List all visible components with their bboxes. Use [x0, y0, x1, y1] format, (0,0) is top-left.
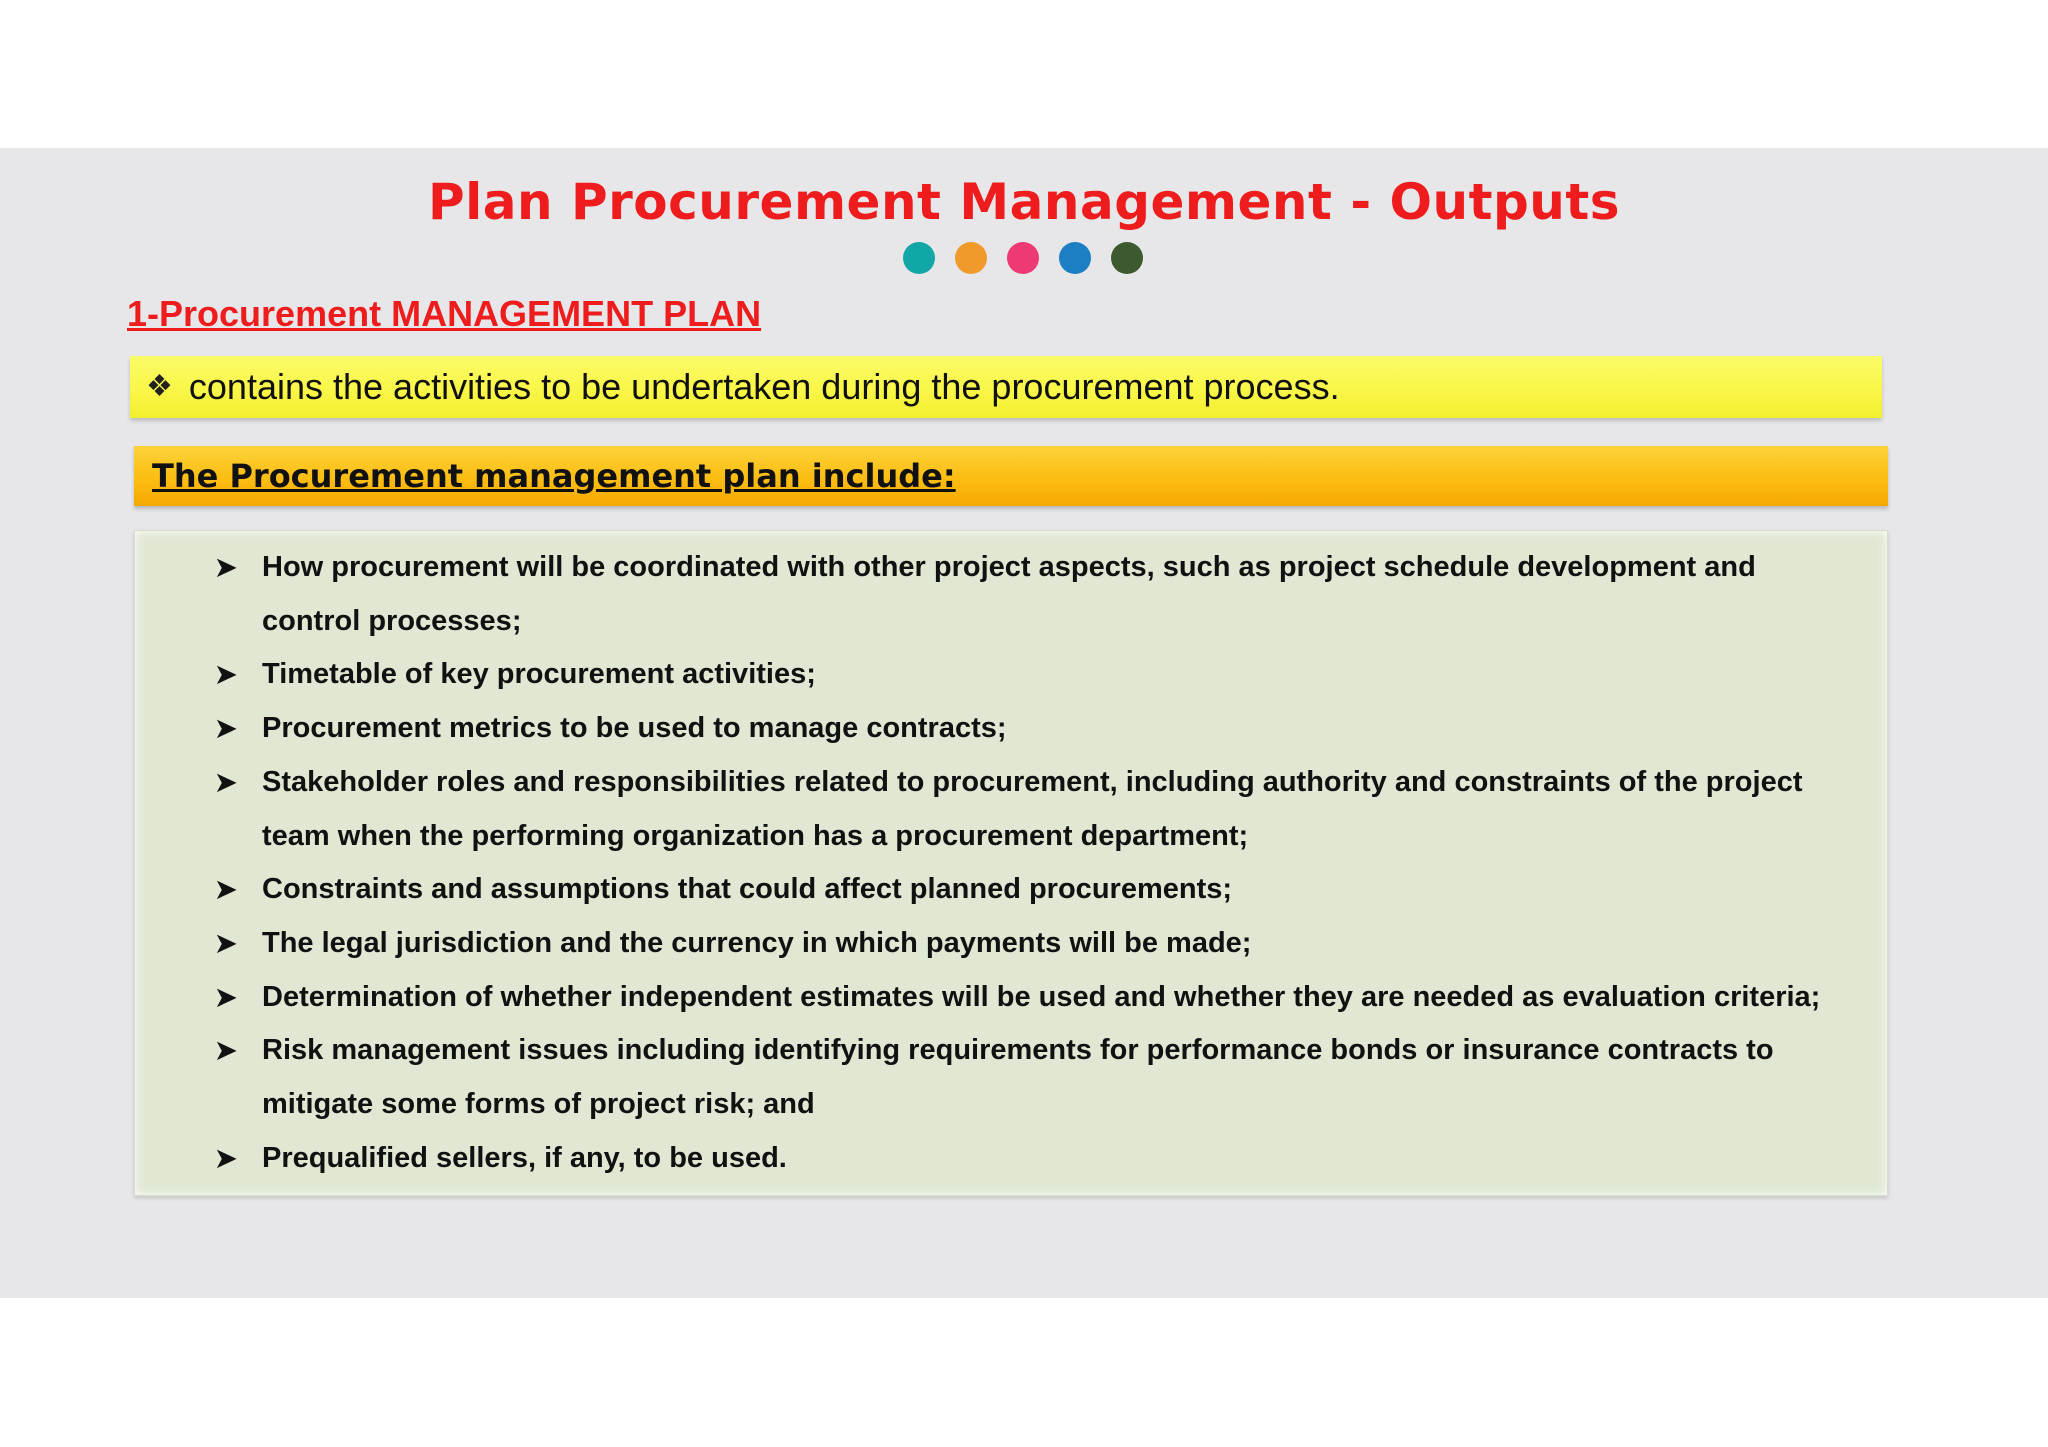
- list-item: [215, 756, 1855, 863]
- list-item-text: Stakeholder roles and responsibilities related to procurement, including authority and constraints of the project team when the performing organization has a procurement department;: [262, 765, 1803, 852]
- arrow-bullet-icon: ➤: [215, 659, 237, 690]
- list-item: [215, 863, 1855, 917]
- orange-dot: [955, 242, 987, 274]
- list-header: The Procurement management plan include:: [152, 457, 956, 495]
- plan-items-list: [215, 541, 1855, 1185]
- slide-title: Plan Procurement Management - Outputs: [427, 173, 1621, 231]
- plan-items-box: [134, 530, 1888, 1196]
- arrow-bullet-icon: ➤: [215, 874, 237, 905]
- list-item-text: Procurement metrics to be used to manage contracts;: [262, 712, 1007, 745]
- list-item-text: The legal jurisdiction and the currency in which payments will be made;: [262, 926, 1252, 959]
- list-header-bar: [134, 446, 1888, 506]
- list-item-text: Constraints and assumptions that could affect planned procurements;: [262, 873, 1233, 906]
- slide: [0, 148, 2048, 1298]
- pink-dot: [1007, 242, 1039, 274]
- arrow-bullet-icon: ➤: [215, 1035, 237, 1066]
- list-item: [215, 971, 1855, 1025]
- section-heading: 1-Procurement MANAGEMENT PLAN: [127, 293, 762, 334]
- blue-dot: [1059, 242, 1091, 274]
- arrow-bullet-icon: ➤: [215, 981, 237, 1012]
- list-item-text: How procurement will be coordinated with other project aspects, such as project schedule development and control processes;: [262, 551, 1756, 637]
- teal-dot: [903, 242, 935, 274]
- list-item-text: Risk management issues including identifying requirements for performance bonds or insurance contracts to mitigate some forms of project risk; and: [262, 1034, 1774, 1121]
- intro-bar: [130, 356, 1882, 418]
- arrow-bullet-icon: ➤: [215, 766, 237, 797]
- list-item-text: Timetable of key procurement activities;: [262, 658, 816, 691]
- list-item: [215, 648, 1855, 702]
- list-item: [215, 1024, 1855, 1131]
- arrow-bullet-icon: ➤: [215, 713, 237, 744]
- diamond-bullet-icon: ❖: [146, 370, 173, 403]
- list-item: [215, 541, 1855, 648]
- list-item-text: Prequalified sellers, if any, to be used.: [262, 1141, 787, 1174]
- list-item: [215, 702, 1855, 756]
- list-item: [215, 917, 1855, 971]
- green-dot: [1111, 242, 1143, 274]
- arrow-bullet-icon: ➤: [215, 927, 237, 958]
- list-item-text: Determination of whether independent estimates will be used and whether they are needed as evaluation criteria;: [262, 980, 1821, 1013]
- arrow-bullet-icon: ➤: [215, 552, 237, 582]
- intro-text: contains the activities to be undertaken during the procurement process.: [188, 366, 1340, 407]
- decorative-dots: [903, 242, 1143, 274]
- list-item: [215, 1132, 1855, 1186]
- arrow-bullet-icon: ➤: [215, 1142, 237, 1173]
